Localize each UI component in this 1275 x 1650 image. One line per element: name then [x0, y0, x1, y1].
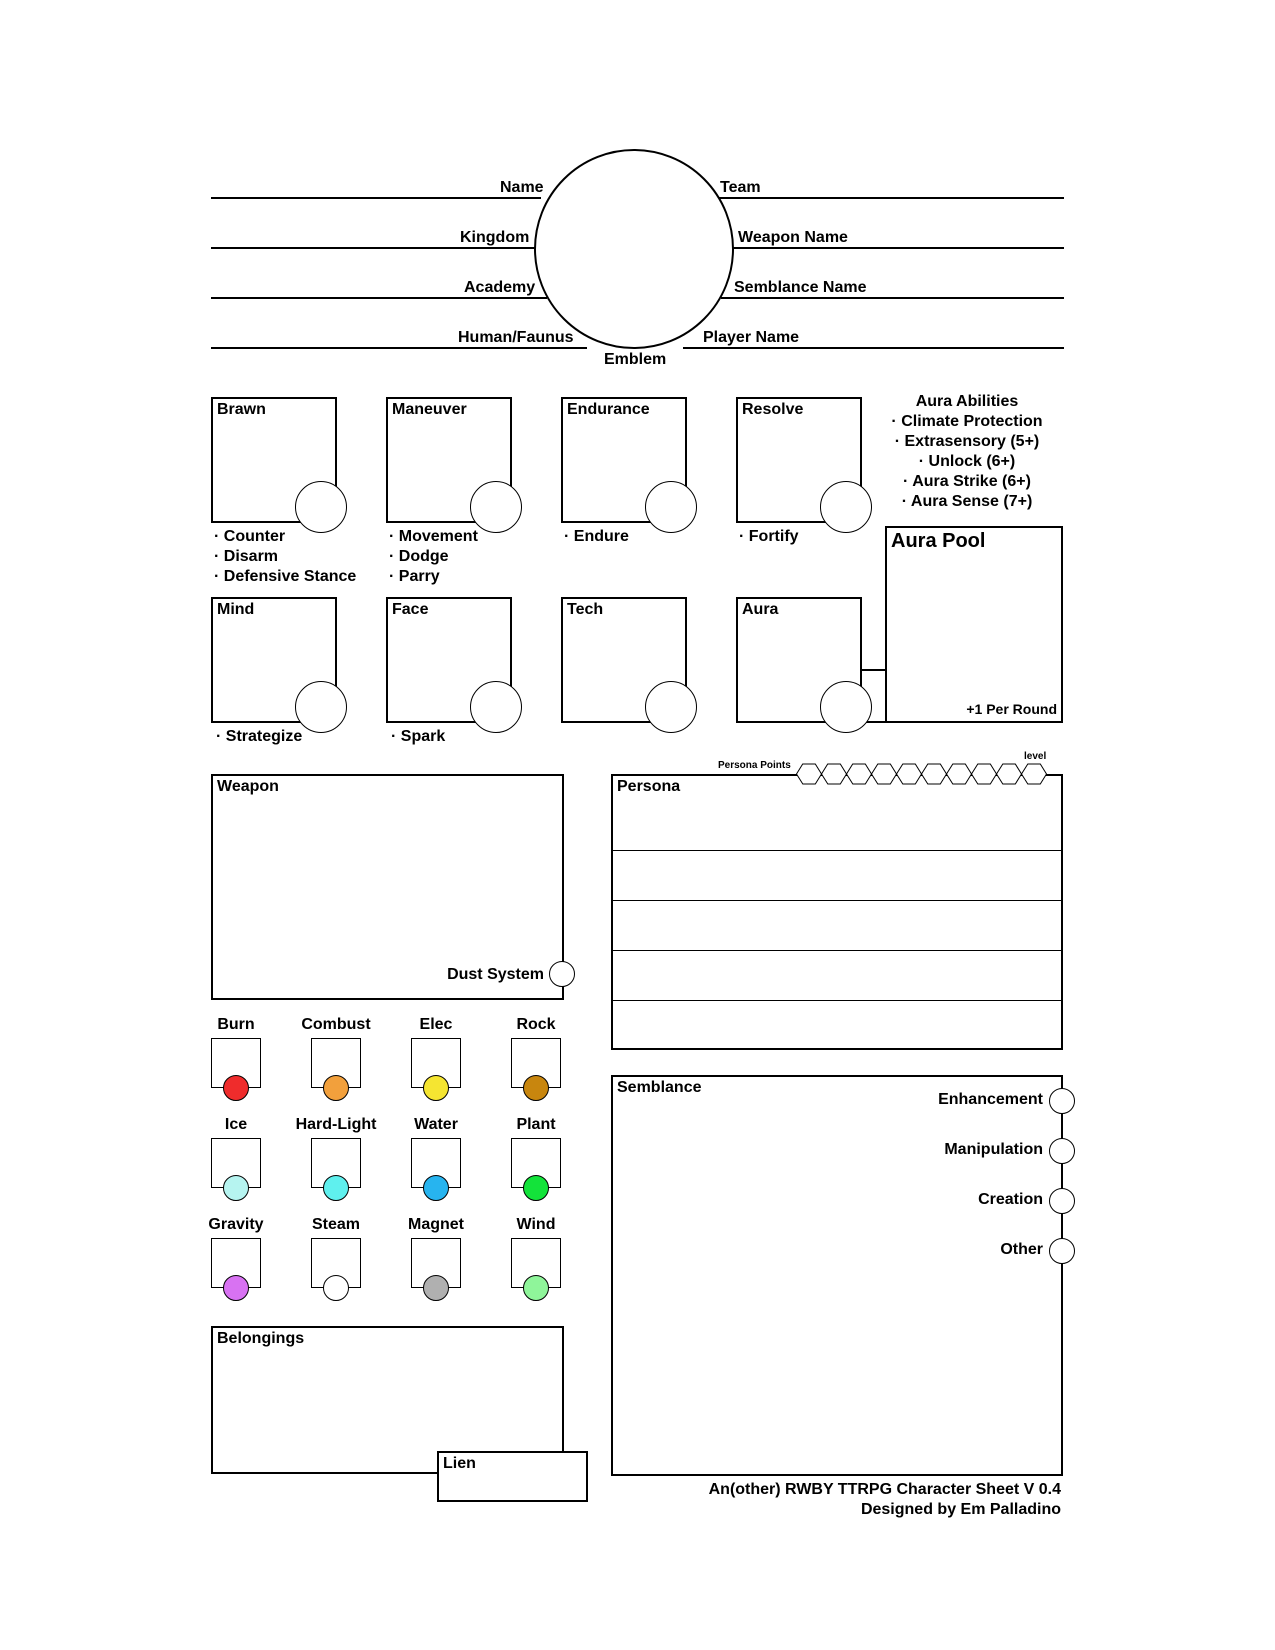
dust-combust-label: Combust — [301, 1016, 371, 1033]
dust-water-dot[interactable] — [423, 1175, 449, 1201]
skill-disarm: · Disarm — [214, 548, 279, 565]
dust-combust-dot[interactable] — [323, 1075, 349, 1101]
aura-pool-box[interactable] — [885, 526, 1063, 723]
persona-point-hex[interactable] — [847, 764, 872, 784]
lien-box[interactable] — [437, 1451, 588, 1502]
skill-dodge: · Dodge — [389, 548, 449, 565]
skill-spark: · Spark — [391, 728, 446, 745]
aura-pool-title: Aura Pool — [891, 530, 986, 552]
dust-gravity-label: Gravity — [208, 1216, 264, 1233]
semblance-type-enhancement-label: Enhancement — [938, 1091, 1043, 1108]
face-circle[interactable] — [470, 681, 522, 733]
player-name-label: Player Name — [703, 329, 800, 346]
persona-point-hex[interactable] — [872, 764, 897, 784]
dust-ice-label: Ice — [224, 1116, 248, 1133]
human-faunus-label: Human/Faunus — [458, 329, 574, 346]
weapon-name-line[interactable] — [731, 247, 1064, 249]
dust-wind-dot[interactable] — [523, 1275, 549, 1301]
mind-skills — [216, 727, 302, 747]
semblance-title: Semblance — [617, 1079, 702, 1096]
team-label: Team — [720, 179, 761, 196]
player-name-line[interactable] — [683, 347, 1064, 349]
semblance-name-line[interactable] — [721, 297, 1064, 299]
semblance-type-manipulation-circle[interactable] — [1049, 1138, 1075, 1164]
academy-label: Academy — [464, 279, 536, 296]
footer-credits — [709, 1480, 1061, 1520]
maneuver-label: Maneuver — [392, 401, 467, 418]
persona-line-1[interactable] — [613, 850, 1061, 851]
tech-label: Tech — [567, 601, 604, 618]
skill-strategize: · Strategize — [216, 728, 303, 745]
kingdom-label: Kingdom — [460, 229, 530, 246]
dust-water-label: Water — [414, 1116, 458, 1133]
semblance-type-enhancement-circle[interactable] — [1049, 1088, 1075, 1114]
dust-steam-dot[interactable] — [323, 1275, 349, 1301]
dust-ice-dot[interactable] — [223, 1175, 249, 1201]
persona-line-2[interactable] — [613, 900, 1061, 901]
dust-burn-dot[interactable] — [223, 1075, 249, 1101]
maneuver-skills — [389, 527, 478, 587]
brawn-circle[interactable] — [295, 481, 347, 533]
aura-circle[interactable] — [820, 681, 872, 733]
resolve-circle[interactable] — [820, 481, 872, 533]
persona-points-track[interactable] — [796, 760, 1052, 788]
persona-point-hex[interactable] — [1022, 764, 1047, 784]
dust-system-label: Dust System — [447, 966, 544, 983]
emblem-circle[interactable] — [534, 149, 734, 349]
semblance-box[interactable] — [611, 1075, 1063, 1476]
dust-plant-dot[interactable] — [523, 1175, 549, 1201]
name-label: Name — [500, 179, 544, 196]
weapon-title: Weapon — [217, 778, 279, 795]
resolve-skills — [739, 527, 799, 547]
weapon-box[interactable] — [211, 774, 564, 1000]
aura-label: Aura — [742, 601, 779, 618]
aura-pool-footer: +1 Per Round — [966, 701, 1057, 717]
resolve-label: Resolve — [742, 401, 804, 418]
persona-point-hex[interactable] — [922, 764, 947, 784]
dust-elec-dot[interactable] — [423, 1075, 449, 1101]
dust-elec-label: Elec — [419, 1016, 453, 1033]
aura-ability-5: · Aura Sense (7+) — [901, 493, 1033, 510]
human-faunus-line[interactable] — [211, 347, 587, 349]
semblance-name-label: Semblance Name — [734, 279, 867, 296]
dust-gravity-dot[interactable] — [223, 1275, 249, 1301]
persona-point-hex[interactable] — [897, 764, 922, 784]
dust-burn-label: Burn — [217, 1016, 255, 1033]
persona-line-3[interactable] — [613, 950, 1061, 951]
skill-endure: · Endure — [564, 528, 629, 545]
aura-abilities-title: Aura Abilities — [915, 393, 1019, 410]
footer-line-2: Designed by Em Palladino — [860, 1501, 1061, 1518]
aura-abilities — [882, 392, 1052, 512]
persona-point-hex[interactable] — [822, 764, 847, 784]
mind-circle[interactable] — [295, 681, 347, 733]
dust-hard-light-dot[interactable] — [323, 1175, 349, 1201]
dust-plant-label: Plant — [516, 1116, 556, 1133]
semblance-type-other-label: Other — [1000, 1241, 1043, 1258]
persona-point-hex[interactable] — [997, 764, 1022, 784]
weapon-name-label: Weapon Name — [738, 229, 848, 246]
dust-magnet-dot[interactable] — [423, 1275, 449, 1301]
skill-defensive-stance: · Defensive Stance — [214, 568, 357, 585]
belongings-title: Belongings — [217, 1330, 305, 1347]
aura-ability-1: · Climate Protection — [891, 413, 1043, 430]
dust-system-circle[interactable] — [549, 961, 575, 987]
skill-fortify: · Fortify — [739, 528, 799, 545]
skill-parry: · Parry — [389, 568, 440, 585]
footer-line-1: An(other) RWBY TTRPG Character Sheet V 0.4 — [708, 1481, 1061, 1498]
persona-line-4[interactable] — [613, 1000, 1061, 1001]
skill-counter: · Counter — [214, 528, 286, 545]
persona-point-hex[interactable] — [797, 764, 822, 784]
name-line[interactable] — [211, 197, 541, 199]
persona-point-hex[interactable] — [972, 764, 997, 784]
aura-connector — [862, 669, 887, 671]
endurance-label: Endurance — [567, 401, 650, 418]
dust-hard-light-label: Hard-Light — [295, 1116, 377, 1133]
dust-steam-label: Steam — [311, 1216, 361, 1233]
aura-ability-2: · Extrasensory (5+) — [894, 433, 1040, 450]
dust-wind-label: Wind — [516, 1216, 556, 1233]
kingdom-line[interactable] — [211, 247, 537, 249]
face-skills — [391, 727, 445, 747]
team-line[interactable] — [716, 197, 1064, 199]
skill-movement: · Movement — [389, 528, 478, 545]
academy-line[interactable] — [211, 297, 547, 299]
face-label: Face — [392, 601, 429, 618]
dust-magnet-label: Magnet — [408, 1216, 464, 1233]
semblance-type-creation-label: Creation — [978, 1191, 1043, 1208]
lien-label: Lien — [443, 1455, 476, 1472]
emblem-label: Emblem — [604, 351, 667, 368]
brawn-skills — [214, 527, 356, 587]
persona-title: Persona — [617, 778, 681, 795]
semblance-type-manipulation-label: Manipulation — [944, 1141, 1043, 1158]
aura-ability-4: · Aura Strike (6+) — [903, 473, 1031, 490]
endurance-circle[interactable] — [645, 481, 697, 533]
persona-level-label: level — [1024, 751, 1047, 762]
endurance-skills — [564, 527, 629, 547]
dust-rock-label: Rock — [516, 1016, 556, 1033]
dust-rock-dot[interactable] — [523, 1075, 549, 1101]
brawn-label: Brawn — [217, 401, 266, 418]
maneuver-circle[interactable] — [470, 481, 522, 533]
tech-circle[interactable] — [645, 681, 697, 733]
semblance-type-creation-circle[interactable] — [1049, 1188, 1075, 1214]
persona-box[interactable] — [611, 774, 1063, 1050]
persona-point-hex[interactable] — [947, 764, 972, 784]
persona-points-label: Persona Points — [718, 760, 791, 771]
mind-label: Mind — [217, 601, 255, 618]
semblance-type-other-circle[interactable] — [1049, 1238, 1075, 1264]
aura-ability-3: · Unlock (6+) — [918, 453, 1016, 470]
